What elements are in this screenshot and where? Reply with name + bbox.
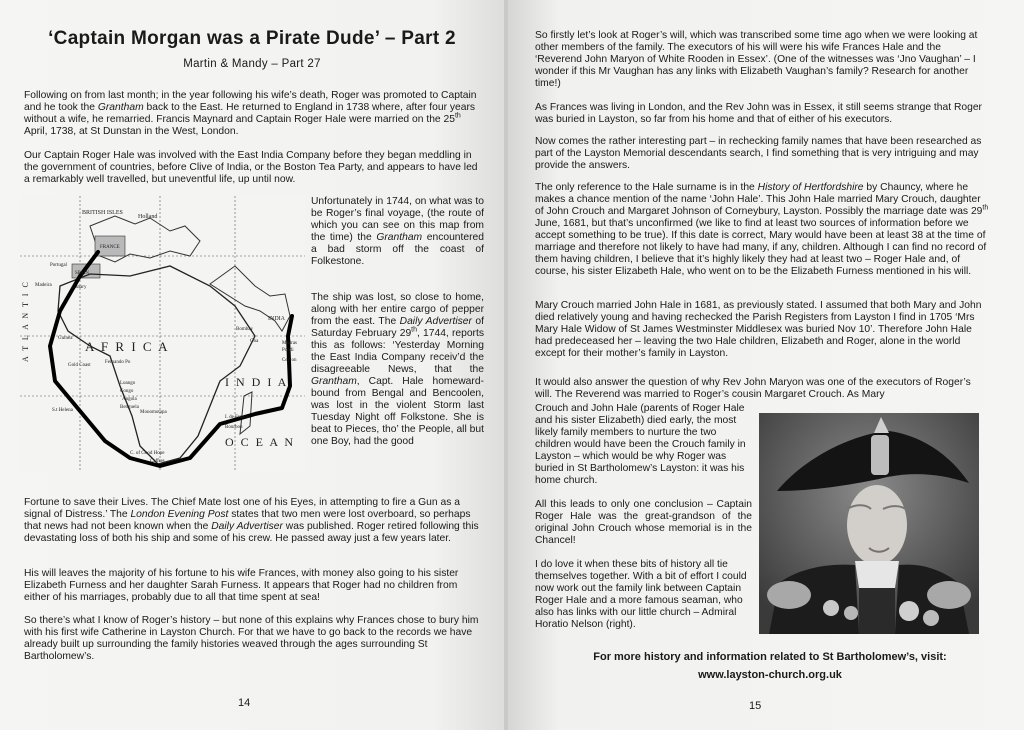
left-p4-text: The ship was lost, so close to home, along with her entire cargo of pepper from the east. The Daily Advertiser of Saturday February 29th, 1744, reports this as follows: ‘Yesterday Morning the East India Company receiv’d the disagreeable News, that the Grantham, Capt. Hale homeward-bound from Bengal and Bencoolen, was lost in the violent Storm last Tuesday Night off Folkstone. She is beat to Pieces, tho’ the People, all but one Boy, had the good <box>311 292 485 447</box>
map-label-ocean: O C E A N <box>225 435 296 449</box>
map-label-holland: Holland <box>138 214 158 220</box>
map-label-france: FRANCE <box>100 245 120 250</box>
left-p2-text: Our Captain Roger Hale was involved with the East India Company before they began meddling in the government of countries, before Clive of India, or the Boston Tea Party, and appears to have led a remarkably well travelled, but uneventful life, up until now. <box>24 150 478 185</box>
map-label-st-helena: S.t Helena <box>52 408 73 413</box>
right-p8-text: I do love it when these bits of history all tie themselves together. With a bit of effort I could now work out the family link between Captain Roger Hale and a more famous seaman, who also has links with our little church – Admiral Horatio Nelson (right). <box>535 559 747 630</box>
map-label-monomotapa: Monomotapa <box>140 410 167 415</box>
map-label-goa: Goa <box>250 339 259 344</box>
right-p2-text: As Frances was living in London, and the Rev John was in Essex, it still seems strange that Roger was buried in Layston, so far from his home and that of either of his executors. <box>535 102 982 125</box>
right-p6-text: It would also answer the question of why Rev John Maryon was one of the executors of Roger’s will. The Reverend was married to Roger’s cousin Margaret Crouch. As Mary <box>535 377 971 400</box>
left-p3-text: Unfortunately in 1744, on what was to be Roger’s final voyage, (the route of which you can see on this map from the time) the Grantham encountered a bad storm off the coast of Folkestone. <box>311 196 484 267</box>
map-label-madeira: Madeira <box>35 283 52 288</box>
right-p6-wrap-text: Crouch and John Hale (parents of Roger Hale and his sister Elizabeth) died early, the most likely family members to nurture the two children would have been the Crouch family in Layston – which would be why Roger was buried in St Bartholomew’s Layston: it was his home church. <box>535 403 746 486</box>
map-label-india: INDIA <box>268 316 285 322</box>
left-paragraph-3 <box>311 196 484 268</box>
article-title: ‘Captain Morgan was a Pirate Dude’ – Part 2 <box>48 28 456 49</box>
right-paragraph-6 <box>535 377 989 401</box>
left-paragraph-1 <box>24 90 484 138</box>
map-label-loango: Loango <box>120 381 136 386</box>
map-label-canary: Canary <box>72 285 87 290</box>
nelson-portrait-drawing <box>759 413 979 634</box>
map-label-atlantic: A T L A N T I C <box>21 280 30 362</box>
right-p4-text: The only reference to the Hale surname is in the History of Hertfordshire by Chauncy, where he makes a chance mention of the name ‘John Hale’. This John Hale married Mary Crouch, daughter of John Crouch and Margaret Johnson of Corneybury, Layston. Possibly the marriage date was 29th June, 1681, but that’s unconfirmed (we like to find at least two sources of information before we accept something to be true). If this date is correct, Mary would have been at least 38 at the time of marriage and therefore not likely to have had many, if any, children. Although I can find no record of them having children, I believe that it’s highly likely they had at least two – Roger Hale and, of course, his sister Elizabeth Hale, who went on to be the Elizabeth Furness mentioned in his will. <box>535 182 989 277</box>
right-paragraph-2 <box>535 102 989 126</box>
right-p7-text: All this leads to only one conclusion – Captain Roger Hale was the great-grandson of the original John Crouch whose memorial is in the Chancel! <box>535 499 752 546</box>
left-paragraph-6 <box>24 615 484 663</box>
map-label-guinea: Guinea <box>58 336 73 341</box>
left-paragraph-4-continued <box>24 497 484 545</box>
map-label-benguela: Benguela <box>120 405 139 410</box>
map-label-mauritius: I. de France <box>225 415 249 420</box>
voyage-map <box>20 196 305 472</box>
right-paragraph-4 <box>535 182 989 278</box>
right-p5-text: Mary Crouch married John Hale in 1681, as previously stated. I assumed that both Mary and John died relatively young and having rechecked the Parish Registers from Layston I find in 1705 ‘Mrs Mary Hale Widow of St James Westminster Middlesex was buried Nov 10’. Therefore John Hale had predeceased her – leaving the two Hale children, Elizabeth and Roger, alone in the world except for their mother’s family in Layston. <box>535 300 982 359</box>
right-paragraph-7 <box>535 499 752 547</box>
right-paragraph-1 <box>535 30 989 90</box>
left-p4c-text: Fortune to save their Lives. The Chief Mate lost one of his Eyes, in attempting to fire a Gun as a signal of Distress.’ The London Evening Post states that two men were lost overboard, so perhaps that news had not been known when the Daily Advertiser was published. Roger retired following this devastating loss of both his ship and some of his crew. He passed away just a few years later. <box>24 497 479 544</box>
map-label-pondi: Pondi <box>282 348 294 353</box>
promo-website-link[interactable]: www.layston-church.org.uk <box>698 669 842 681</box>
map-label-good-hope: C. of Good Hope <box>130 451 165 456</box>
promo-footer <box>540 648 1000 684</box>
map-label-caffres: Caffres <box>150 459 165 464</box>
map-label-congo: Congo <box>120 389 134 394</box>
right-paragraph-8 <box>535 559 752 631</box>
map-label-bourbon: Bourbon <box>225 425 243 430</box>
map-label-fernando: Fernando Po <box>105 360 131 365</box>
right-p1-text: So firstly let’s look at Roger’s will, which was transcribed some time ago when we were looking at other members of the family. The executors of his will were his wife Frances Hale and the ‘Reverend John Maryon of White Rooden in Essex’. (One of the witnesses was ‘Jno Vaughan’ – I wonder if this Mr Vaughan has any links with Elizabeth Vaughan’s family? Research for another time!) <box>535 30 978 89</box>
right-paragraph-6-wrap <box>535 403 752 487</box>
map-label-portugal: Portugal <box>50 263 67 268</box>
map-label-africa: A F R I C A <box>85 339 170 354</box>
right-paragraph-3 <box>535 136 989 172</box>
page-number-right: 15 <box>749 700 762 712</box>
left-p6-text: So there’s what I know of Roger’s history – but none of this explains why Frances chose to bury him with his first wife Catherine in Layston Church. For that we have to go back to the records we have already built up surrounding the family histories weaved through the ages surrounding St Bartholomew’s. <box>24 615 479 662</box>
left-paragraph-2 <box>24 150 484 186</box>
map-label-ceylon: Ceylon <box>282 358 297 363</box>
map-label-angola: Angola <box>122 397 137 402</box>
map-drawing <box>20 196 305 472</box>
promo-text: For more history and information related to St Bartholomew’s, visit: <box>593 651 947 663</box>
left-p1-text: Following on from last month; in the year following his wife’s death, Roger was promoted to Captain and he took the Grantham back to the East. He returned to England in 1738 where, after four years without a wife, he remarried. Francis Maynard and Captain Roger Hale were married on the 25th April, 1738, at St Dunstan in the West, London. <box>24 90 477 137</box>
left-paragraph-4-beside-map <box>311 292 484 448</box>
map-label-spain: SPAIN <box>75 271 89 276</box>
page-number-left: 14 <box>238 697 251 709</box>
left-p5-text: His will leaves the majority of his fortune to his wife Frances, with money also going to his sister Elizabeth Furness and her daughter Sarah Furness. It appears that Roger had no children from either of his marriages, probably due to all that time spent at sea! <box>24 568 459 603</box>
right-paragraph-5 <box>535 300 989 360</box>
right-p3-text: Now comes the rather interesting part – in rechecking family names that have been researched as part of the Layston Memorial descendants search, I find something that is very intriguing and may provide the answers. <box>535 136 982 171</box>
map-label-britain: BRITISH ISLES <box>82 210 123 216</box>
left-page <box>0 0 508 730</box>
map-label-madras: Madras <box>282 341 297 346</box>
left-paragraph-5 <box>24 568 484 604</box>
map-label-indian: I N D I A <box>225 375 289 389</box>
map-label-gold-coast: Gold Coast <box>68 363 91 368</box>
nelson-portrait <box>759 413 979 634</box>
article-byline: Martin & Mandy – Part 27 <box>183 58 321 70</box>
map-label-bombay: Bombay <box>236 327 253 332</box>
